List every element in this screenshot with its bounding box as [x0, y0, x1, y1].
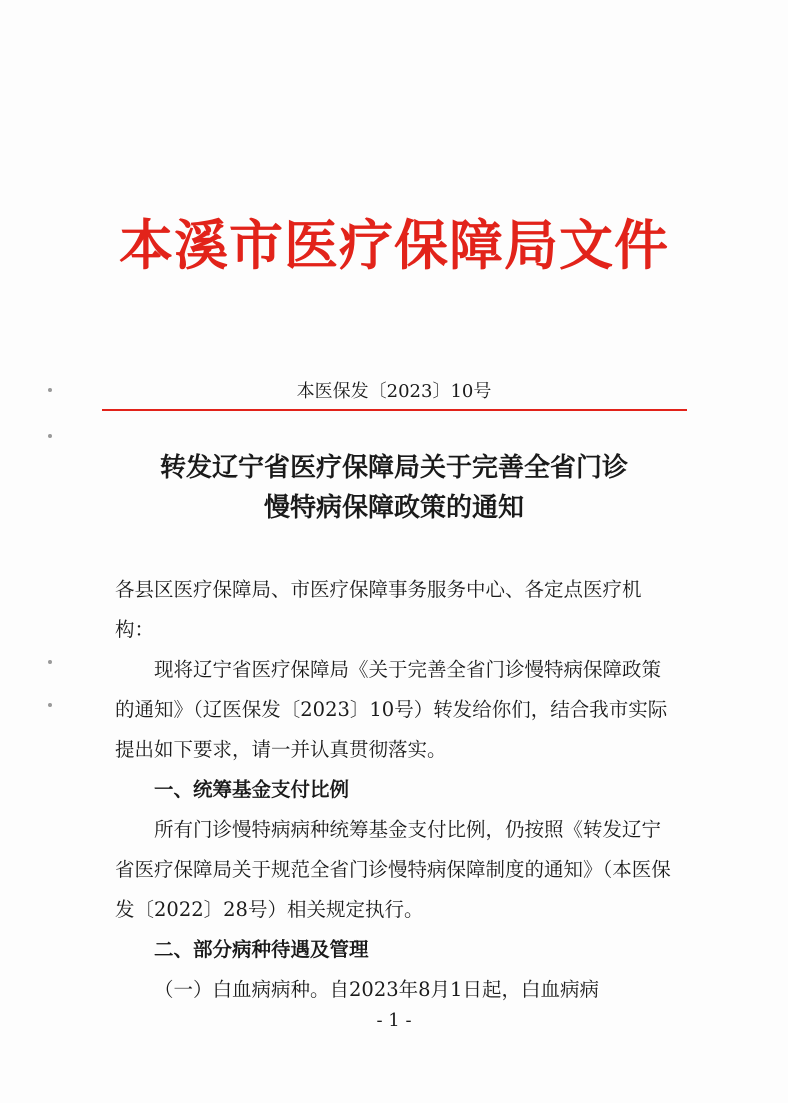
section-2-paragraph: （一）白血病病种。自2023年8月1日起，白血病病 — [154, 978, 599, 1001]
section-2-heading: 二、部分病种待遇及管理 — [154, 938, 369, 961]
page-number: - 1 - — [376, 1010, 412, 1031]
masthead-title: 本溪市医疗保障局文件 — [119, 213, 669, 277]
notice-title-line-1: 转发辽宁省医疗保障局关于完善全省门诊 — [159, 453, 628, 483]
binding-hole-mark — [48, 388, 52, 392]
document-body — [115, 570, 680, 1010]
section-1-heading: 一、统筹基金支付比例 — [154, 778, 350, 801]
binding-hole-mark — [48, 434, 52, 438]
binding-hole-mark — [48, 703, 52, 707]
salutation: 各县区医疗保障局、市医疗保障事务服务中心、各定点医疗机构： — [115, 578, 642, 641]
document-number: 本医保发〔2023〕10号 — [296, 381, 492, 402]
red-separator-line — [102, 409, 687, 411]
section-1-paragraph: 所有门诊慢特病病种统筹基金支付比例，仍按照《转发辽宁省医疗保障局关于规范全省门诊慢特病保障制度的通知》（本医保发〔2022〕28号）相关规定执行。 — [115, 818, 671, 921]
binding-hole-mark — [48, 660, 52, 664]
intro-paragraph: 现将辽宁省医疗保障局《关于完善全省门诊慢特病保障政策的通知》（辽医保发〔2023〕10号）转发给你们，结合我市实际提出如下要求，请一并认真贯彻落实。 — [115, 658, 668, 761]
notice-title-line-2: 慢特病保障政策的通知 — [263, 493, 524, 523]
notice-title — [0, 448, 788, 528]
